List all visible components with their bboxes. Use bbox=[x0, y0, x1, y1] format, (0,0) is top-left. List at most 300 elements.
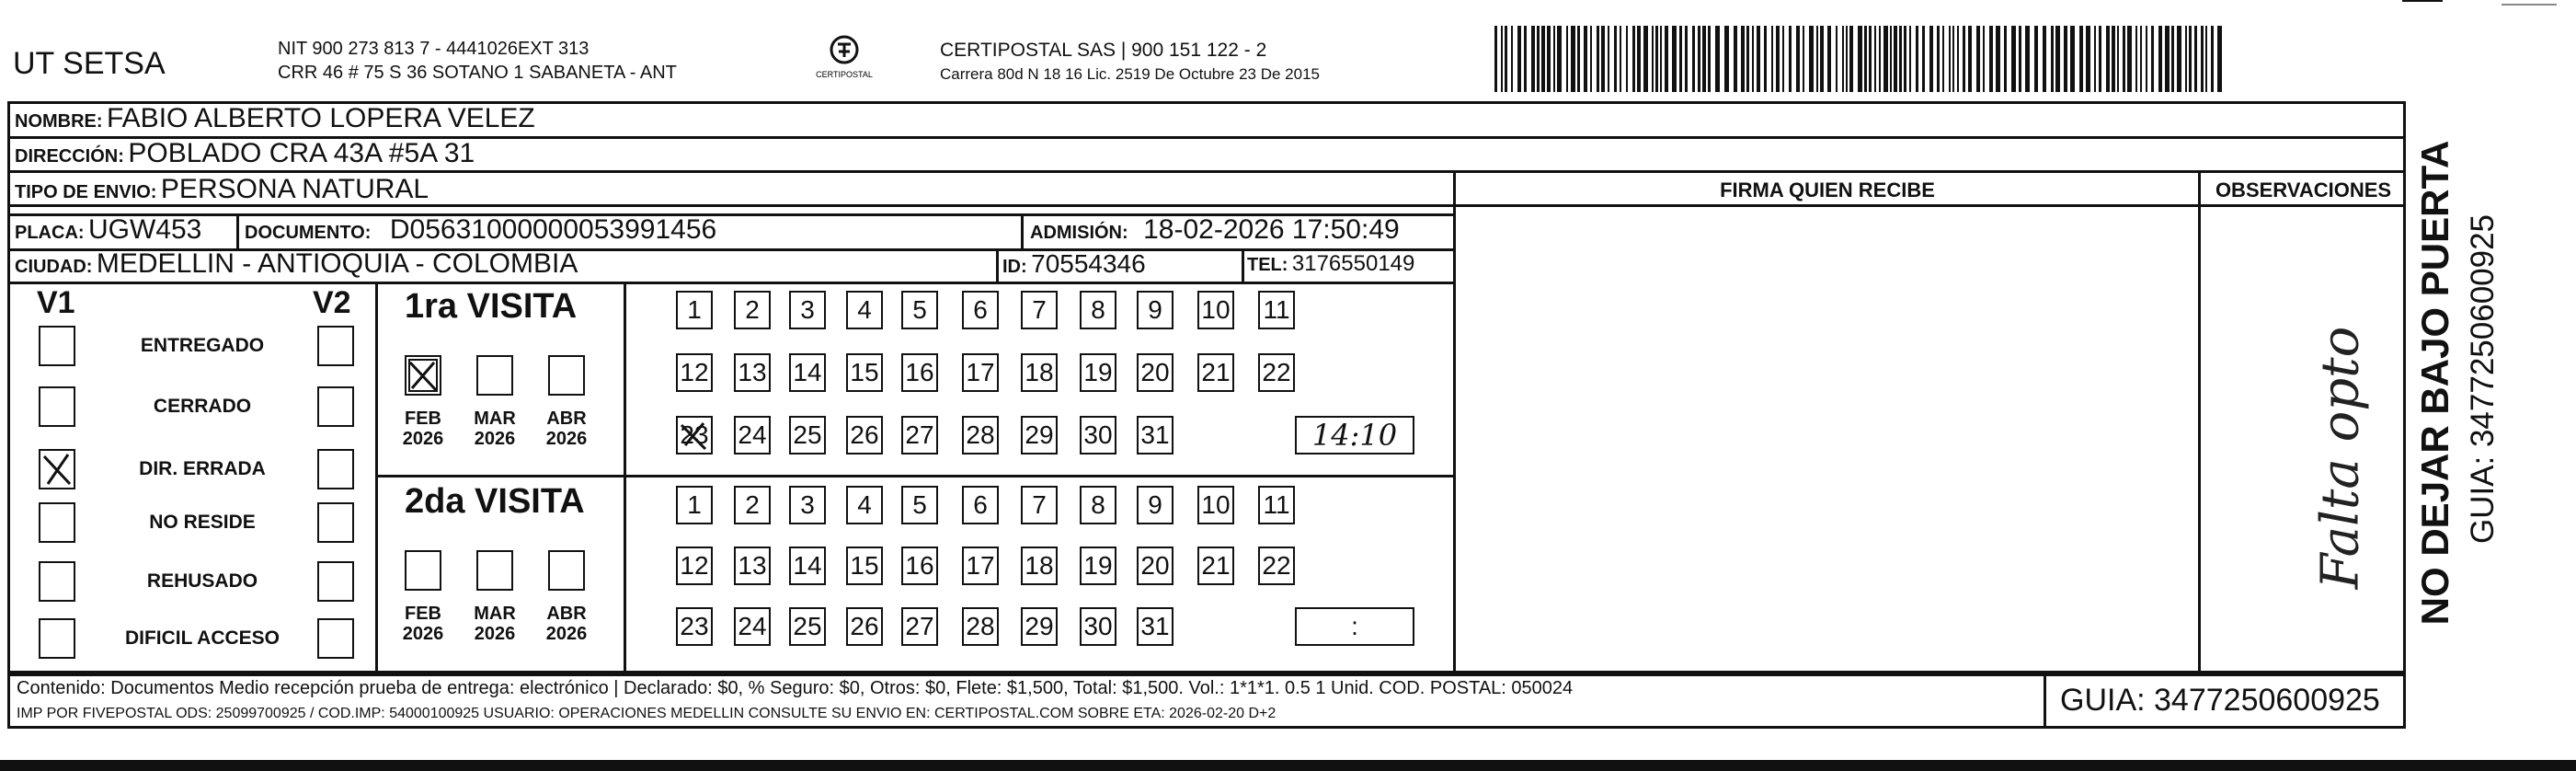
month-checkbox-mar[interactable] bbox=[476, 355, 513, 396]
barcode-bar bbox=[1608, 26, 1609, 92]
day-number: 17 bbox=[966, 358, 995, 386]
status-v1-checkbox[interactable] bbox=[39, 618, 75, 659]
barcode-bar bbox=[2177, 26, 2181, 92]
barcode-bar bbox=[1937, 26, 1940, 92]
barcode-bar bbox=[1734, 26, 1737, 92]
barcode-bar bbox=[1672, 26, 1677, 92]
barcode-bar bbox=[1692, 26, 1695, 92]
barcode-bar bbox=[1963, 26, 1965, 92]
day-box-30[interactable] bbox=[1080, 416, 1116, 455]
day-box-15[interactable] bbox=[846, 547, 883, 585]
barcode-bar bbox=[1874, 26, 1876, 92]
barcode-bar bbox=[1929, 26, 1933, 92]
day-box-12[interactable] bbox=[676, 547, 713, 585]
id-field bbox=[1002, 247, 1146, 286]
day-box-6[interactable] bbox=[962, 291, 999, 329]
status-label: ENTREGADO bbox=[140, 335, 265, 356]
day-box-31[interactable] bbox=[1137, 607, 1174, 646]
month-label bbox=[467, 409, 522, 449]
day-number: 23 bbox=[680, 612, 709, 640]
barcode-bar bbox=[1584, 26, 1587, 92]
day-box-12[interactable] bbox=[676, 353, 713, 392]
id-divider bbox=[996, 248, 999, 282]
day-number: 25 bbox=[793, 420, 822, 449]
barcode-bar bbox=[2099, 26, 2101, 92]
barcode-bar bbox=[1836, 26, 1838, 92]
barcode-bar bbox=[1864, 26, 1867, 92]
barcode-bar bbox=[2123, 26, 2125, 92]
day-box-14[interactable] bbox=[789, 547, 826, 585]
day-number: 2 bbox=[745, 490, 760, 519]
day-number: 22 bbox=[1262, 551, 1291, 580]
barcode-bar bbox=[1879, 26, 1881, 92]
day-box-19[interactable] bbox=[1080, 353, 1116, 392]
barcode-bar bbox=[2034, 26, 2038, 92]
month-year: 2026 bbox=[474, 624, 516, 644]
barcode-bar bbox=[1715, 26, 1720, 92]
day-box-21[interactable] bbox=[1197, 353, 1234, 392]
barcode-bar bbox=[1597, 26, 1599, 92]
day-box-25[interactable] bbox=[789, 416, 826, 455]
barcode-bar bbox=[1652, 26, 1654, 92]
day-number: 13 bbox=[738, 358, 767, 386]
day-box-27[interactable] bbox=[901, 607, 938, 646]
day-box-16[interactable] bbox=[901, 547, 938, 585]
day-box-18[interactable] bbox=[1021, 547, 1058, 585]
month-year: 2026 bbox=[545, 624, 588, 644]
status-v2-checkbox[interactable] bbox=[317, 449, 354, 489]
tel-divider bbox=[1242, 248, 1244, 282]
day-box-17[interactable] bbox=[962, 353, 999, 392]
day-number: 8 bbox=[1091, 295, 1105, 324]
v2-heading: V2 bbox=[313, 285, 351, 320]
status-v2-checkbox[interactable] bbox=[317, 386, 354, 427]
barcode-bar bbox=[1757, 26, 1760, 92]
barcode-bar bbox=[1949, 26, 1951, 92]
second-visit-title: 2da VISITA bbox=[405, 482, 585, 521]
month-label bbox=[467, 604, 522, 644]
handwritten-text: Falta opto bbox=[2310, 326, 2371, 590]
day-box-10[interactable] bbox=[1197, 291, 1234, 329]
day-number: 26 bbox=[850, 420, 879, 449]
day-box-18[interactable] bbox=[1021, 353, 1058, 392]
footer-guia-divider bbox=[2044, 673, 2046, 729]
day-number: 27 bbox=[905, 420, 934, 449]
barcode-bar bbox=[2158, 26, 2162, 92]
day-number: 14 bbox=[793, 358, 822, 386]
barcode-bar bbox=[1685, 26, 1688, 92]
day-number: 13 bbox=[738, 551, 767, 580]
barcode-bar bbox=[1782, 26, 1784, 92]
day-box-28[interactable] bbox=[962, 607, 999, 646]
barcode-bar bbox=[1620, 26, 1621, 92]
day-box-3[interactable] bbox=[789, 486, 826, 524]
company-name: UT SETSA bbox=[13, 46, 166, 81]
day-number: 12 bbox=[680, 358, 709, 386]
ciudad-label: CIUDAD: bbox=[15, 257, 93, 277]
barcode-bar bbox=[2112, 26, 2115, 92]
day-box-24[interactable] bbox=[734, 607, 771, 646]
day-box-27[interactable] bbox=[901, 416, 938, 455]
day-number: 26 bbox=[850, 612, 879, 640]
day-box-22[interactable] bbox=[1258, 547, 1295, 585]
day-number: 16 bbox=[905, 551, 934, 580]
documento-value: D05631000000053991456 bbox=[389, 214, 717, 245]
month-name: FEB bbox=[405, 604, 441, 624]
day-number: 11 bbox=[1263, 295, 1290, 324]
col-divider-observaciones bbox=[2198, 170, 2201, 672]
status-v2-checkbox[interactable] bbox=[317, 502, 354, 543]
month-label bbox=[539, 409, 594, 449]
barcode-bar bbox=[2011, 26, 2016, 92]
admision-label: ADMISIÓN: bbox=[1030, 223, 1128, 243]
day-number: 15 bbox=[850, 551, 879, 580]
barcode-bar bbox=[1494, 26, 1497, 92]
day-box-26[interactable] bbox=[846, 607, 883, 646]
barcode-bar bbox=[2146, 26, 2147, 92]
license-line: Carrera 80d N 18 16 Lic. 2519 De Octubre 23 De 2015 bbox=[940, 65, 1320, 83]
day-box-21[interactable] bbox=[1197, 547, 1234, 585]
month-name: ABR bbox=[546, 604, 587, 624]
day-box-15[interactable] bbox=[846, 353, 883, 392]
day-box-6[interactable] bbox=[962, 486, 999, 524]
barcode-bar bbox=[1577, 26, 1580, 92]
barcode-bar bbox=[1952, 26, 1954, 92]
barcode-bar bbox=[2025, 26, 2030, 92]
barcode-bar bbox=[2070, 26, 2075, 92]
side-guia-text: GUIA: 3477250600925 bbox=[2465, 213, 2501, 545]
month-name: MAR bbox=[474, 604, 516, 624]
barcode-bar bbox=[1746, 26, 1749, 92]
day-box-2[interactable] bbox=[734, 291, 771, 329]
day-number: 9 bbox=[1148, 295, 1162, 324]
day-box-4[interactable] bbox=[846, 291, 883, 329]
status-label: NO RESIDE bbox=[149, 512, 256, 533]
barcode-bar bbox=[1942, 26, 1944, 92]
tipo-value: PERSONA NATURAL bbox=[160, 174, 429, 204]
barcode-bar bbox=[1643, 26, 1648, 92]
barcode-bar bbox=[1820, 26, 1824, 92]
day-number: 28 bbox=[966, 420, 995, 449]
day-number: 21 bbox=[1201, 551, 1231, 580]
barcode-bar bbox=[1899, 26, 1902, 92]
barcode-bar bbox=[1752, 26, 1754, 92]
tel-value: 3176550149 bbox=[1291, 251, 1415, 276]
day-box-25[interactable] bbox=[789, 607, 826, 646]
day-box-22[interactable] bbox=[1258, 353, 1295, 392]
day-box-8[interactable] bbox=[1080, 291, 1116, 329]
barcode-bar bbox=[2086, 26, 2090, 92]
day-box-8[interactable] bbox=[1080, 486, 1116, 524]
day-box-11[interactable] bbox=[1258, 291, 1295, 329]
day-box-17[interactable] bbox=[962, 547, 999, 585]
barcode-bar bbox=[1655, 26, 1658, 92]
month-year: 2026 bbox=[545, 429, 588, 449]
barcode-bar bbox=[2151, 26, 2154, 92]
day-box-13[interactable] bbox=[734, 353, 771, 392]
day-box-10[interactable] bbox=[1197, 486, 1234, 524]
barcode-bar bbox=[1541, 26, 1545, 92]
day-number: 20 bbox=[1140, 358, 1170, 386]
logo-caption: CERTIPOSTAL bbox=[816, 70, 873, 79]
placa-divider bbox=[236, 213, 239, 248]
day-number: 31 bbox=[1140, 420, 1170, 449]
barcode-bar bbox=[1547, 26, 1551, 92]
day-number: 17 bbox=[966, 551, 995, 580]
barcode-bar bbox=[1626, 26, 1628, 92]
admision-divider bbox=[1021, 213, 1024, 248]
barcode-bar bbox=[1789, 26, 1792, 92]
month-name: ABR bbox=[546, 409, 587, 429]
day-number: 4 bbox=[857, 490, 872, 519]
day-box-31[interactable] bbox=[1137, 416, 1174, 455]
day-number: 25 bbox=[793, 612, 822, 640]
day-box-19[interactable] bbox=[1080, 547, 1116, 585]
month-year: 2026 bbox=[474, 429, 516, 449]
month-checkbox-abr[interactable] bbox=[548, 355, 585, 396]
day-number: 3 bbox=[800, 295, 815, 324]
certipostal-line: CERTIPOSTAL SAS | 900 151 122 - 2 bbox=[940, 40, 1267, 61]
barcode-bar bbox=[1957, 26, 1959, 92]
barcode-bar bbox=[1968, 26, 1972, 92]
day-number: 15 bbox=[850, 358, 879, 386]
tel-label: TEL: bbox=[1247, 255, 1288, 275]
ciudad-field bbox=[15, 247, 578, 286]
bottom-bar bbox=[0, 760, 2576, 771]
status-v2-checkbox[interactable] bbox=[317, 326, 354, 366]
day-box-13[interactable] bbox=[734, 547, 771, 585]
barcode-bar bbox=[2055, 26, 2060, 92]
barcode-bar bbox=[1909, 26, 1911, 92]
barcode-bar bbox=[1637, 26, 1641, 92]
barcode-bar bbox=[2211, 26, 2214, 92]
day-box-23[interactable] bbox=[676, 607, 713, 646]
barcode-bar bbox=[1849, 26, 1853, 92]
day-box-5[interactable] bbox=[901, 486, 938, 524]
status-v1-checkbox[interactable] bbox=[39, 449, 75, 489]
status-label: DIFICIL ACCESO bbox=[124, 627, 280, 649]
address-line: CRR 46 # 75 S 36 SOTANO 1 SABANETA - ANT bbox=[278, 63, 677, 83]
nombre-field bbox=[15, 101, 535, 141]
tipo-label: TIPO DE ENVIO: bbox=[15, 182, 157, 202]
month-label bbox=[395, 604, 451, 644]
day-number: 28 bbox=[966, 612, 995, 640]
placa-value: UGW453 bbox=[88, 214, 202, 245]
month-year: 2026 bbox=[402, 624, 444, 644]
day-box-11[interactable] bbox=[1258, 486, 1295, 524]
day-box-14[interactable] bbox=[789, 353, 826, 392]
side-guia bbox=[2461, 103, 2505, 646]
barcode-bar bbox=[2217, 26, 2222, 92]
status-v1-checkbox[interactable] bbox=[39, 502, 75, 543]
tipo-field bbox=[15, 172, 429, 212]
day-box-1[interactable] bbox=[676, 291, 713, 329]
barcode-bar bbox=[1531, 26, 1535, 92]
barcode-bar bbox=[2106, 26, 2110, 92]
documento-label: DOCUMENTO: bbox=[245, 223, 372, 243]
barcode-bar bbox=[1566, 26, 1568, 92]
handwritten-note bbox=[2299, 267, 2382, 653]
day-box-29[interactable] bbox=[1021, 416, 1058, 455]
day-number: 16 bbox=[905, 358, 934, 386]
month-checkbox-mar[interactable] bbox=[476, 550, 513, 591]
day-number: 27 bbox=[905, 612, 934, 640]
month-year: 2026 bbox=[402, 429, 444, 449]
day-box-29[interactable] bbox=[1021, 607, 1058, 646]
barcode bbox=[1494, 26, 2223, 92]
day-box-26[interactable] bbox=[846, 416, 883, 455]
barcode-bar bbox=[1698, 26, 1700, 92]
day-box-3[interactable] bbox=[789, 291, 826, 329]
status-v1-checkbox[interactable] bbox=[39, 326, 75, 366]
month-label bbox=[395, 409, 451, 449]
day-box-30[interactable] bbox=[1080, 607, 1116, 646]
direccion-field bbox=[15, 136, 475, 176]
day-box-23[interactable] bbox=[676, 416, 713, 455]
barcode-bar bbox=[1904, 26, 1906, 92]
barcode-bar bbox=[1869, 26, 1872, 92]
barcode-bar bbox=[2019, 26, 2021, 92]
barcode-bar bbox=[2004, 26, 2007, 92]
day-mark-icon bbox=[678, 418, 711, 462]
barcode-bar bbox=[1916, 26, 1918, 92]
tel-field bbox=[1247, 247, 1414, 284]
day-number: 19 bbox=[1083, 551, 1113, 580]
day-number: 12 bbox=[680, 551, 709, 580]
barcode-bar bbox=[2201, 26, 2204, 92]
day-number: 18 bbox=[1025, 551, 1054, 580]
barcode-bar bbox=[1601, 26, 1605, 92]
barcode-bar bbox=[1764, 26, 1767, 92]
barcode-bar bbox=[1776, 26, 1780, 92]
v1-heading: V1 bbox=[37, 285, 75, 320]
certipostal-logo bbox=[807, 35, 881, 86]
day-box-4[interactable] bbox=[846, 486, 883, 524]
barcode-bar bbox=[1996, 26, 2000, 92]
month-checkbox-abr[interactable] bbox=[548, 550, 585, 591]
day-box-16[interactable] bbox=[901, 353, 938, 392]
day-number: 21 bbox=[1201, 358, 1231, 386]
day-box-28[interactable] bbox=[962, 416, 999, 455]
barcode-bar bbox=[1846, 26, 1848, 92]
side-warning bbox=[2408, 103, 2463, 646]
day-number: 31 bbox=[1140, 612, 1170, 640]
day-box-20[interactable] bbox=[1137, 353, 1174, 392]
barcode-bar bbox=[1557, 26, 1562, 92]
barcode-bar bbox=[1665, 26, 1668, 92]
barcode-bar bbox=[1741, 26, 1745, 92]
barcode-bar bbox=[2127, 26, 2132, 92]
day-box-7[interactable] bbox=[1021, 291, 1058, 329]
day-box-9[interactable] bbox=[1137, 486, 1174, 524]
firma-heading: FIRMA QUIEN RECIBE bbox=[1720, 178, 1935, 201]
status-v1-checkbox[interactable] bbox=[39, 386, 75, 427]
day-number: 3 bbox=[800, 490, 815, 519]
day-number: 1 bbox=[687, 295, 702, 324]
barcode-bar bbox=[2165, 26, 2170, 92]
first-visit-time-box[interactable]: 14:10 bbox=[1295, 416, 1414, 455]
month-checkbox-feb[interactable] bbox=[405, 550, 441, 591]
barcode-bar bbox=[2205, 26, 2207, 92]
day-number: 1 bbox=[687, 490, 702, 519]
barcode-bar bbox=[1660, 26, 1662, 92]
day-number: 23 bbox=[680, 420, 709, 449]
status-v2-checkbox[interactable] bbox=[317, 618, 354, 659]
barcode-bar bbox=[2140, 26, 2142, 92]
barcode-bar bbox=[1708, 26, 1711, 92]
barcode-bar bbox=[1809, 26, 1814, 92]
barcode-bar bbox=[1890, 26, 1892, 92]
day-number: 10 bbox=[1201, 295, 1231, 324]
id-label: ID: bbox=[1002, 257, 1027, 277]
barcode-bar bbox=[1537, 26, 1540, 92]
barcode-bar bbox=[1976, 26, 1980, 92]
barcode-bar bbox=[1724, 26, 1729, 92]
barcode-bar bbox=[2043, 26, 2046, 92]
status-v2-checkbox[interactable] bbox=[317, 561, 354, 602]
day-box-1[interactable] bbox=[676, 486, 713, 524]
day-box-24[interactable] bbox=[734, 416, 771, 455]
ciudad-value: MEDELLIN - ANTIOQUIA - COLOMBIA bbox=[96, 248, 578, 279]
day-number: 24 bbox=[738, 612, 767, 640]
month-name: MAR bbox=[474, 409, 516, 429]
status-v1-checkbox[interactable] bbox=[39, 561, 75, 602]
day-number: 2 bbox=[745, 295, 760, 324]
day-number: 11 bbox=[1263, 490, 1290, 519]
day-box-7[interactable] bbox=[1021, 486, 1058, 524]
second-visit-time-box[interactable]: : bbox=[1295, 607, 1414, 646]
day-number: 14 bbox=[793, 551, 822, 580]
day-box-9[interactable] bbox=[1137, 291, 1174, 329]
day-number: 19 bbox=[1083, 358, 1113, 386]
day-number: 10 bbox=[1201, 490, 1231, 519]
barcode-bar bbox=[1858, 26, 1862, 92]
direccion-value: POBLADO CRA 43A #5A 31 bbox=[128, 138, 475, 168]
barcode-bar bbox=[2185, 26, 2187, 92]
barcode-bar bbox=[1827, 26, 1831, 92]
barcode-bar bbox=[2079, 26, 2083, 92]
barcode-bar bbox=[1517, 26, 1521, 92]
month-name: FEB bbox=[405, 409, 441, 429]
corner-mark bbox=[2502, 4, 2557, 6]
barcode-bar bbox=[1894, 26, 1897, 92]
observaciones-heading: OBSERVACIONES bbox=[2215, 178, 2392, 201]
day-number: 29 bbox=[1025, 420, 1054, 449]
corner-mark bbox=[2402, 0, 2443, 2]
barcode-bar bbox=[1511, 26, 1513, 92]
barcode-bar bbox=[2094, 26, 2096, 92]
visit-split bbox=[375, 475, 1454, 478]
month-label bbox=[539, 604, 594, 644]
day-box-5[interactable] bbox=[901, 291, 938, 329]
day-number: 6 bbox=[973, 295, 988, 324]
direccion-label: DIRECCIÓN: bbox=[15, 146, 124, 167]
barcode-bar bbox=[1922, 26, 1925, 92]
barcode-bar bbox=[1679, 26, 1682, 92]
barcode-bar bbox=[1501, 26, 1503, 92]
col-head-divider bbox=[1453, 204, 2406, 207]
day-box-2[interactable] bbox=[734, 486, 771, 524]
barcode-bar bbox=[2171, 26, 2174, 92]
barcode-bar bbox=[2194, 26, 2197, 92]
month-checkbox-feb[interactable] bbox=[405, 355, 441, 396]
side-warning-text: NO DEJAR BAJO PUERTA bbox=[2413, 140, 2456, 626]
footer-contenido: Contenido: Documentos Medio recepción prueba de entrega: electrónico | Declarado: $0, % Seguro: $0, Otros: $0, Flete: $1,500, Total: $1,500. Vol.: 1*1*1. 0.5 1 Unid. COD. POSTAL: 050024 bbox=[17, 678, 1574, 698]
day-box-20[interactable] bbox=[1137, 547, 1174, 585]
day-number: 18 bbox=[1025, 358, 1054, 386]
barcode-bar bbox=[1842, 26, 1844, 92]
barcode-bar bbox=[1803, 26, 1804, 92]
